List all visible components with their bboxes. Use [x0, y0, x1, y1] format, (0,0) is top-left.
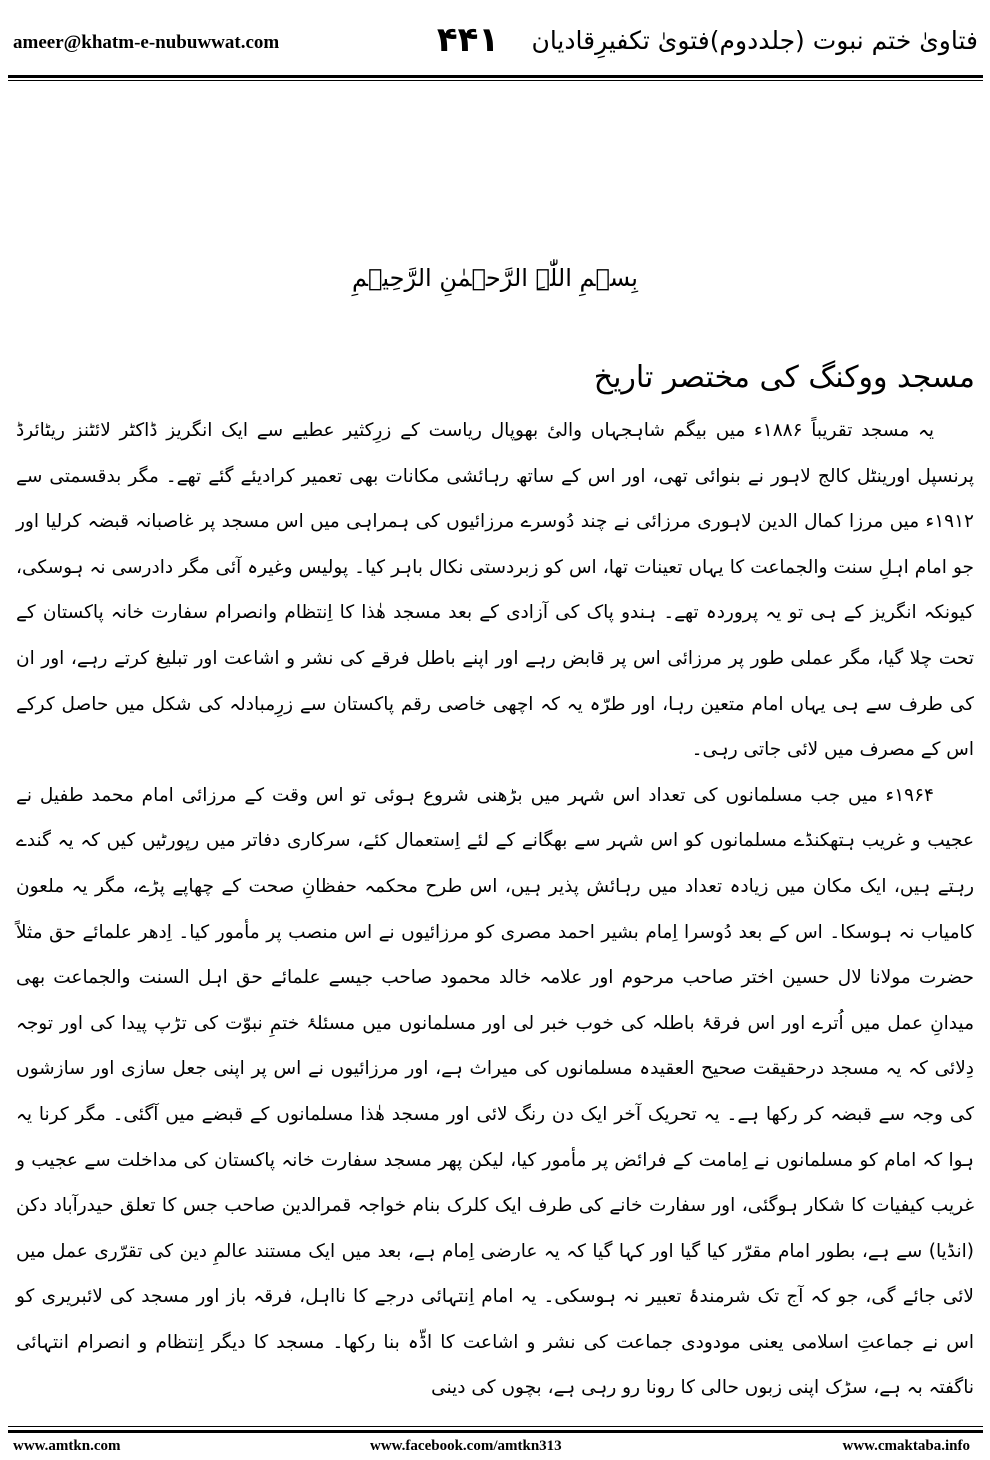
- book-title: فتاویٰ ختم نبوت (جلددوم)فتویٰ تکفیرِقادیان: [531, 26, 978, 55]
- page-header: [0, 0, 990, 84]
- page-number: ۴۴۱: [436, 20, 500, 60]
- page-footer: [0, 1418, 990, 1460]
- footer-rule-thick: [8, 1430, 983, 1433]
- section-heading: مسجد ووکنگ کی مختصر تاریخ: [593, 360, 975, 395]
- header-rule-thin: [8, 80, 983, 81]
- footer-link-amtkn[interactable]: www.amtkn.com: [13, 1438, 121, 1454]
- paragraph-2: ۱۹۶۴ء میں جب مسلمانوں کی تعداد اس شہر میں بڑھنی شروع ہوئی تو اس وقت کے مرزائی امام محمد طفیل نے عجیب و غریب ہتھکنڈے مسلمانوں کو اس شہر سے بھگانے کے لئے اِستعمال کئے، سرکاری دفاتر میں رپورٹیں کیں کہ یہ گندے رہتے ہیں، ایک مکان میں زیادہ تعداد میں رہائش پذیر ہیں، اس طرح محکمہ حفظانِ صحت کے چھاپے پڑے، مگر یہ ملعون کامیاب نہ ہوسکا۔ اس کے بعد دُوسرا اِمام بشیر احمد مصری کو مرزائیوں نے اس منصب پر مأمور کیا۔ اِدھر علمائے حق مثلاً حضرت مولانا لال حسین اختر صاحب مرحوم اور علامہ خالد محمود صاحب جیسے علمائے حق اہل السنت والجماعت بھی میدانِ عمل میں اُترے اور اس فرقۂ باطلہ کی خوب خبر لی اور مسلمانوں میں مسئلۂ ختمِ نبوّت کی تڑپ پیدا کی اور توجہ دِلائی کہ یہ مسجد درحقیقت صحیح العقیدہ مسلمانوں کی میراث ہے، اور مرزائیوں نے اس پر اپنی جعل سازی اور سازشوں کی وجہ سے قبضہ کر رکھا ہے۔ یہ تحریک آخر ایک دن رنگ لائی اور مسجد ھٰذا مسلمانوں کے قبضے میں آگئی۔ مگر کرنا یہ ہوا کہ امام کو مسلمانوں نے اِمامت کے فرائض پر مأمور کیا، لیکن پھر مسجد سفارت خانہ پاکستان کی مداخلت سے عجیب و غریب کیفیات کا شکار ہوگئی، اور سفارت خانے کی طرف ایک کلرک بنام خواجہ قمرالدین صاحب جس کا تعلق حیدرآباد دکن (انڈیا) سے ہے، بطور امام مقرّر کیا گیا اور کہا گیا کہ یہ عارضی اِمام ہے، بعد میں ایک مستند عالمِ دین کی تقرّری عمل میں لائی جائے گی، جو کہ آج تک شرمندۂ تعبیر نہ ہوسکی۔ یہ امام اِنتہائی درجے کا نااہل، فرقہ باز اور مسجد کی لائبریری کو اس نے جماعتِ اسلامی یعنی مودودی جماعت کی نشر و اشاعت کا اڈّہ بنا رکھا۔ مسجد کا دیگر اِنتظام و انصرام انتہائی ناگفتہ بہ ہے، سڑک اپنی زبوں حالی کا رونا رو رہی ہے، بچوں کی دینی: [16, 784, 974, 1399]
- header-email[interactable]: ameer@khatm-e-nubuwwat.com: [13, 32, 280, 53]
- footer-link-cmaktaba[interactable]: www.cmaktaba.info: [842, 1438, 970, 1454]
- article-body: [16, 408, 974, 1411]
- paragraph-1: یہ مسجد تقریباً ۱۸۸۶ء میں بیگم شاہجہاں والیٔ بھوپال ریاست کے زرِکثیر عطیے سے ایک انگریز ڈاکٹر لائٹنز ریٹائرڈ پرنسپل اورینٹل کالج لاہور نے بنوائی تھی، اور اس کے ساتھ رہائشی مکانات بھی تعمیر کرادیئے گئے تھے۔ مگر بدقسمتی سے ۱۹۱۲ء میں مرزا کمال الدین لاہوری مرزائی نے چند دُوسرے مرزائیوں کی ہمراہی میں اس مسجد پر غاصبانہ قبضہ کرلیا اور جو امام اہلِ سنت والجماعت کا یہاں تعینات تھا، اس کو زبردستی نکال باہر کیا۔ پولیس وغیرہ آئی مگر دادرسی نہ ہوسکی، کیونکہ انگریز کے ہی تو یہ پروردہ تھے۔ ہندو پاک کی آزادی کے بعد مسجد ھٰذا کا اِنتظام وانصرام سفارت خانہ پاکستان کے تحت چلا گیا، مگر عملی طور پر مرزائی اس پر قابض رہے اور اپنے باطل فرقے کی نشر و اشاعت اور تبلیغ کرتے رہے، اور ان کی طرف سے ہی یہاں امام متعین رہا، اور طرّہ یہ کہ اچھی خاصی رقم پاکستان سے زرِمبادلہ کی شکل میں حاصل کرکے اس کے مصرف میں لائی جاتی رہی۔: [16, 420, 974, 761]
- header-rule-thick: [8, 75, 983, 78]
- bismillah: بِسۡمِ اللّٰہِ الرَّحۡمٰنِ الرَّحِیۡمِ: [352, 264, 638, 292]
- footer-rule-thin: [8, 1426, 983, 1427]
- footer-link-facebook[interactable]: www.facebook.com/amtkn313: [370, 1438, 562, 1454]
